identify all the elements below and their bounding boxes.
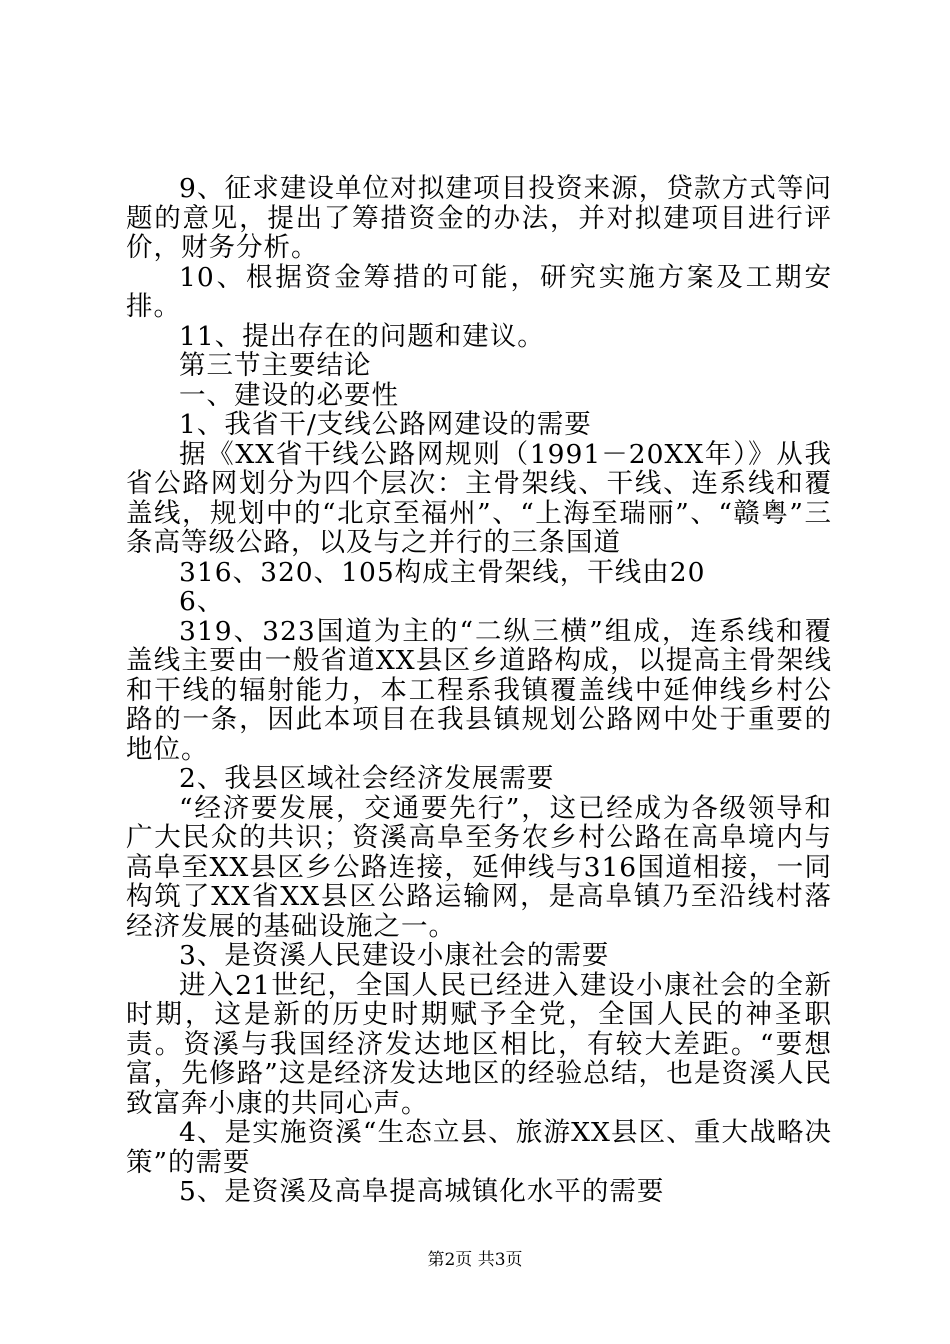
paragraph-xiaokang-society: 进入21世纪，全国人民已经进入建设小康社会的全新时期，这是新的历史时期赋予全党，全国人民的神圣职责。资溪与我国经济发达地区相比，有较大差距。“要想富，先修路”这是经济发达地区的经验总结，也是资溪人民致富奔小康的共同心声。 (126, 969, 832, 1119)
paragraph-fragment: 6、 (179, 586, 225, 617)
page-footer: 第2页 共3页 (427, 1250, 523, 1270)
paragraph-national-roads: 319、323国道为主的“二纵三横”组成，连系线和覆盖线主要由一般省道XX县区乡道路构成，以提高主骨架线和干线的辐射能力，本工程系我镇覆盖线中延伸线乡村公路的一条，因此本项目在我县镇规划公路网中处于重要的地位。 (126, 615, 832, 765)
point-heading-4: 4、是实施资溪“生态立县、旅游XX县区、重大战略决策”的需要 (126, 1117, 832, 1178)
point-heading-2: 2、我县区域社会经济发展需要 (179, 763, 555, 794)
paragraph-item-11: 11、提出存在的问题和建议。 (179, 320, 545, 352)
point-heading-1: 1、我省干/支线公路网建设的需要 (179, 409, 592, 440)
point-heading-5: 5、是资溪及高阜提高城镇化水平的需要 (179, 1176, 665, 1207)
paragraph-road-network-plan: 据《XX省干线公路网规则（1991－20XX年）》从我省公路网划分为四个层次：主骨架线、干线、连系线和覆盖线，规划中的“北京至福州”、“上海至瑞丽”、“赣粤”三条高等级公路，以及与之并行的三条国道 (126, 438, 832, 558)
paragraph-economic-development: “经济要发展，交通要先行”，这已经成为各级领导和广大民众的共识；资溪高阜至务农乡村公路在高阜境内与高阜至XX县区乡公路连接，延伸线与316国道相接，一同构筑了XX省XX县区公路运输网，是高阜镇乃至沿线村落经济发展的基础设施之一。 (126, 792, 832, 942)
document-body (126, 174, 832, 1207)
paragraph-item-9: 9、征求建设单位对拟建项目投资来源，贷款方式等问题的意见，提出了筹措资金的办法，并对拟建项目进行评价，财务分析。 (126, 173, 832, 263)
paragraph-main-routes: 316、320、105构成主骨架线，干线由20 (179, 556, 706, 588)
section-heading: 第三节主要结论 (179, 350, 372, 381)
point-heading-3: 3、是资溪人民建设小康社会的需要 (179, 940, 610, 971)
paragraph-item-10: 10、根据资金筹措的可能，研究实施方案及工期安排。 (126, 261, 832, 322)
subsection-heading: 一、建设的必要性 (179, 379, 399, 411)
